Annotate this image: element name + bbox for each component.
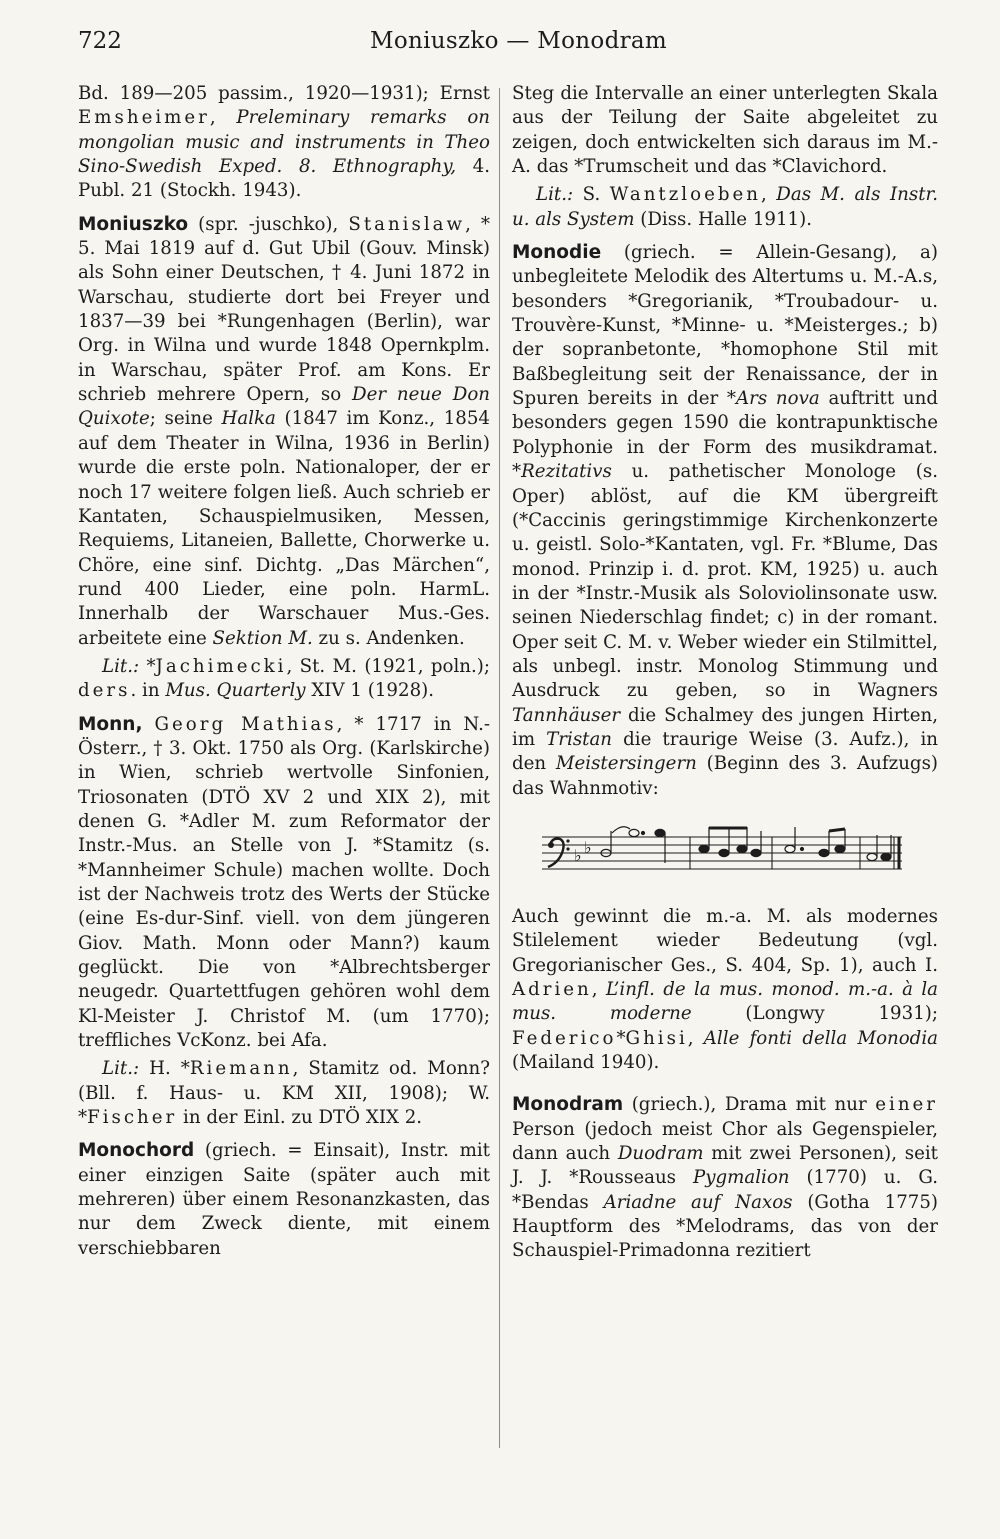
entry-monochord: Monochord (griech. = Einsait), Instr. mit einer einzigen Saite (später auch mit mehreren) über einem Resonanzkasten, das nur dem Zweck diente, mit einem verschiebbaren	[78, 1140, 490, 1259]
headword: Monochord	[78, 1140, 195, 1162]
literature-moniuszko: Lit.: *Jachimecki, St. M. (1921, poln.); ders. in Mus. Quarterly XIV 1 (1928).	[78, 655, 490, 702]
page-number: 722	[78, 28, 122, 54]
right-column	[512, 82, 938, 1264]
svg-text:♭: ♭	[574, 845, 582, 865]
entry-monodram: Monodram (griech.), Drama mit nur einer Person (jedoch meist Chor als Gegenspieler, dann auch Duodram mit zwei Personen), seit J. J. *Rousseaus Pygmalion (1770) u. G. *Bendas Ariadne auf Naxos (Gotha 1775) Hauptform des *Melodrams, das von der Schauspiel-Primadonna rezitiert	[512, 1094, 939, 1262]
entry-monochord-continuation: Steg die Intervalle an einer unterlegten Skala aus der Teilung der Saite abgeleitet zu zeigen, doch entwickelten sich daraus im M.-A. das *Trumscheit und das *Clavichord.	[512, 83, 938, 178]
literature-monn: Lit.: H. *Riemann, Stamitz od. Monn? (Bll. f. Haus- u. KM XII, 1908); W. *Fischer in der Einl. zu DTÖ XIX 2.	[78, 1058, 490, 1129]
entry-monodie: Monodie (griech. = Allein-Gesang), a) unbegleitete Melodik des Altertums u. M.-A.s, besonders *Gregorianik, *Troubadour- u. Trouvère-Kunst, *Minne- u. *Meisterges.; b) der sopranbetonte, *homophone Stil mit Baßbegleitung seit der Renaissance, der in Spuren bereits in der *Ars nova auftritt und besonders gegen 1590 die kontrapunktische Polyphonie in der Form des musikdramat. *Rezitativs u. pathetischer Monologe (s. Oper) ablöst, auf die KM übergreift (*Caccinis geringstimmige Kirchenkonzerte u. geistl. Solo-*Kantaten, vgl. Fr. *Blume, Das monod. Prinzip i. d. prot. KM, 1925) u. auch in der *Instr.-Musik als Soloviolinsonate usw. seinen Niederschlag findet; c) in der romant. Oper seit C. M. v. Weber wieder ein Stilmittel, als unbegl. instr. Monolog Stimmung und Ausdruck zu geben, so in Wagners Tannhäuser die Schalmey des jungen Hirten, im Tristan die traurige Weise (3. Aufz.), in den Meistersingern (Beginn des 3. Aufzugs) das Wahnmotiv:	[512, 242, 938, 799]
music-staff-image	[542, 823, 922, 883]
headword: Monodram	[512, 1094, 624, 1116]
running-head: Moniuszko — Monodram	[370, 28, 668, 54]
headword: Monn,	[78, 713, 143, 735]
entry-monn: Monn, Georg Mathias, * 1717 in N.-Österr., † 3. Okt. 1750 als Org. (Karlskirche) in Wien, schrieb wertvolle Sinfonien, Triosonaten (DTÖ XV 2 und XIX 2), mit denen G. *Adler M. zum Reformator der Instr.-Mus. an Stelle von J. *Stamitz (s. *Mannheimer Schule) machen wollte. Doch ist der Nachweis trotz des Werts der Stücke (eine Es-dur-Sinf. viell. von dem jüngeren Giov. Math. Monn oder Mann?) kaum geglückt. Die von *Albrechtsberger neugedr. Quartettfugen gehören wohl dem Kl-Meister J. Christof M. (um 1770); treffliches VcKonz. bei Afa.	[78, 713, 490, 1052]
left-column	[78, 82, 490, 1261]
entry-continuation: Bd. 189—205 passim., 1920—1931); Ernst Emsheimer, Preleminary remarks on mongolian music and instruments in Theo Sino-Swedish Exped. 8. Ethnography, 4. Publ. 21 (Stockh. 1943).	[78, 83, 490, 202]
svg-text:♭: ♭	[584, 837, 592, 857]
headword: Monodie	[512, 242, 602, 264]
column-divider	[499, 88, 500, 1448]
literature-monochord: Lit.: S. Wantzloeben, Das M. als Instr. u. als System (Diss. Halle 1911).	[512, 184, 938, 230]
monodie-continuation: Auch gewinnt die m.-a. M. als modernes Stilelement wieder Bedeutung (vgl. Gregorianischer Ges., S. 404, Sp. 1), auch I. Adrien, L’infl. de la mus. monod. m.-a. à la mus. moderne (Longwy 1931); Federico*Ghisi, Alle fonti della Monodia (Mailand 1940).	[512, 905, 938, 1074]
headword: Moniuszko	[78, 213, 189, 235]
entry-moniuszko: Moniuszko (spr. -juschko), Stanislaw, * 5. Mai 1819 auf d. Gut Ubil (Gouv. Minsk) als Sohn einer Deutschen, † 4. Juni 1872 in Warschau, studierte dort bei Freyer und 1837—39 bei *Rungenhagen (Berlin), war Org. in Wilna und wurde 1848 Opernkplm. in Warschau, später Prof. am Kons. Er schrieb mehrere Opern, so Der neue Don Quixote; seine Halka (1847 im Konz., 1854 auf dem Theater in Wilna, 1936 in Berlin) wurde die erste poln. Nationaloper, der er noch 17 weitere folgen ließ. Auch schrieb er Kantaten, Schauspielmusiken, Messen, Requiems, Litaneien, Ballette, Chorwerke u. Chöre, eine sinf. Dichtg. „Das Märchen“, rund 400 Lieder, eine poln. HarmL. Innerhalb der Warschauer Mus.-Ges. arbeitete eine Sektion M. zu s. Andenken.	[78, 213, 490, 649]
music-example-wahnmotiv	[542, 823, 938, 883]
